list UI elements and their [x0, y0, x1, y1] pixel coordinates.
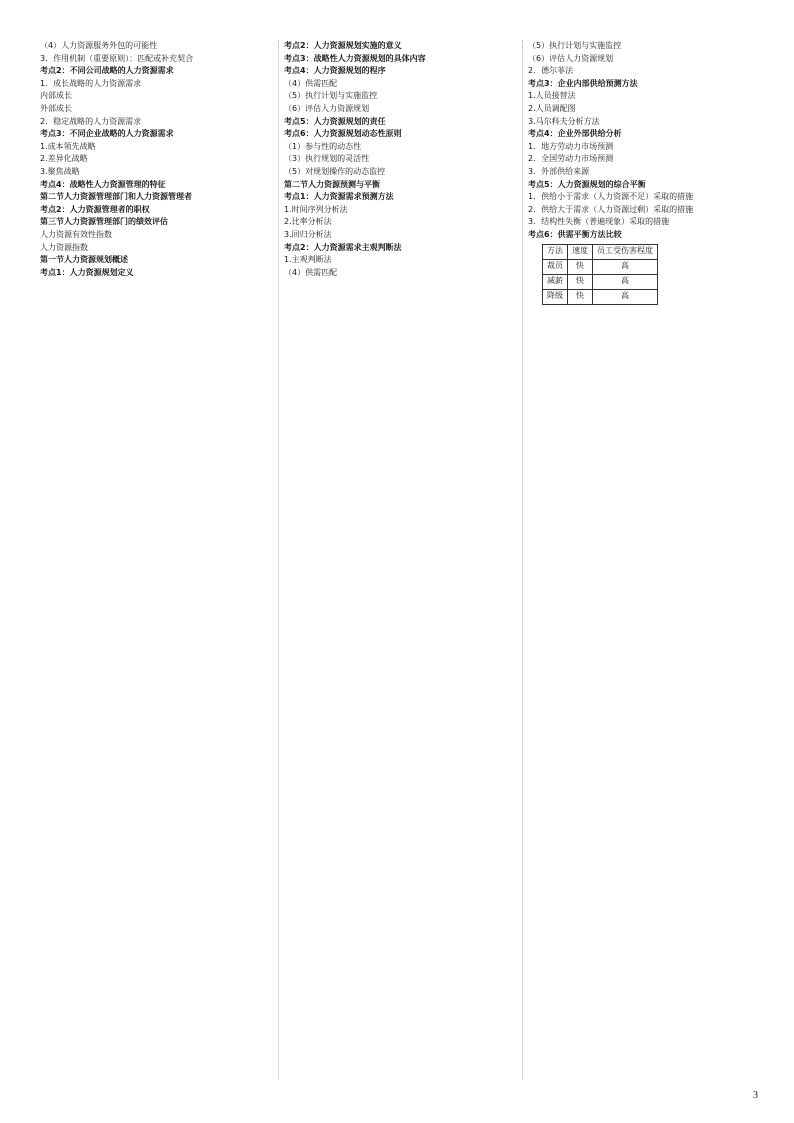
- table-header: 速度: [568, 244, 593, 259]
- text-line: 2．全国劳动力市场预测: [528, 154, 614, 164]
- chapter-heading: 第二节人力资源预测与平衡: [284, 179, 380, 189]
- table-row: [543, 259, 658, 274]
- text-line: （6）评估人力资源规划: [528, 53, 614, 63]
- table-header: 方法: [543, 244, 568, 259]
- text-line: （4）供需匹配: [284, 78, 338, 88]
- section-heading: 考点4：企业外部供给分析: [528, 129, 622, 139]
- text-line: 1．地方劳动力市场预测: [528, 141, 614, 151]
- text-line: 3.回归分析法: [284, 229, 332, 239]
- table-header-row: [543, 244, 658, 259]
- section-heading: 考点1：人力资源需求预测方法: [284, 192, 394, 202]
- text-line: 3．结构性失衡（普遍现象）采取的措施: [528, 217, 670, 227]
- section-heading: 考点3：不同企业战略的人力资源需求: [40, 129, 174, 139]
- table-cell: 减薪: [543, 274, 568, 289]
- text-line: （5）执行计划与实施监控: [284, 91, 378, 101]
- table-header: 员工受伤害程度: [593, 244, 658, 259]
- text-column-3: [528, 40, 760, 1080]
- text-line: 1．供给小于需求（人力资源不足）采取的措施: [528, 192, 694, 202]
- section-heading: 考点1：人力资源规划定义: [40, 267, 134, 277]
- table-row: [543, 289, 658, 304]
- text-line: （1）参与性的动态性: [284, 141, 362, 151]
- text-line: 内部成长: [40, 91, 72, 101]
- table-cell: 高: [593, 289, 658, 304]
- section-heading: 考点6：人力资源规划动态性原则: [284, 129, 402, 139]
- section-heading: 考点3：战略性人力资源规划的具体内容: [284, 53, 426, 63]
- text-line: （5）对规划操作的动态监控: [284, 166, 386, 176]
- text-line: 3．作用机制（重要原则）：匹配或补充契合: [40, 53, 194, 63]
- table-cell: 快: [568, 289, 593, 304]
- table-cell: 降级: [543, 289, 568, 304]
- text-column-1: [40, 40, 272, 1080]
- text-line: 外部成长: [40, 103, 72, 113]
- text-line: （3）执行规划的灵活性: [284, 154, 370, 164]
- chapter-heading: 第三节人力资源管理部门的绩效评估: [40, 217, 168, 227]
- text-line: 人力资源指数: [40, 242, 88, 252]
- table-cell: 快: [568, 259, 593, 274]
- table-cell: 高: [593, 259, 658, 274]
- chapter-heading: 第二节人力资源管理部门和人力资源管理者: [40, 192, 192, 202]
- page-number: 3: [753, 1090, 758, 1101]
- section-heading: 考点2：人力资源规划实施的意义: [284, 41, 402, 50]
- chapter-heading: 第一节人力资源规划概述: [40, 255, 128, 265]
- text-line: 3．外部供给来源: [528, 166, 590, 176]
- section-heading: 考点4：战略性人力资源管理的特征: [40, 179, 166, 189]
- text-line: 2.比率分析法: [284, 217, 332, 227]
- text-line: 2.差异化战略: [40, 154, 88, 164]
- section-heading: 考点3：企业内部供给预测方法: [528, 78, 638, 88]
- text-line: 人力资源有效性指数: [40, 229, 112, 239]
- text-line: 2.人员调配图: [528, 103, 576, 113]
- text-line: 1.人员接替法: [528, 91, 576, 101]
- text-line: 2．供给大于需求（人力资源过剩）采取的措施: [528, 204, 694, 214]
- section-heading: 考点4：人力资源规划的程序: [284, 66, 386, 76]
- text-line: （6）评估人力资源规划: [284, 103, 370, 113]
- text-column-2: [284, 40, 516, 1080]
- text-line: 1.成本领先战略: [40, 141, 96, 151]
- section-heading: 考点2：人力资源管理者的职权: [40, 204, 150, 214]
- table-cell: 高: [593, 274, 658, 289]
- section-heading: 考点5：人力资源规划的综合平衡: [528, 179, 646, 189]
- text-line: 1.主观判断法: [284, 255, 332, 265]
- text-line: 3.聚焦战略: [40, 166, 80, 176]
- document-page: [40, 40, 756, 1080]
- table-cell: 裁员: [543, 259, 568, 274]
- section-heading: 考点6：供需平衡方法比较: [528, 229, 622, 239]
- table-cell: 快: [568, 274, 593, 289]
- text-line: 1.时间序列分析法: [284, 204, 348, 214]
- text-line: 3.马尔科夫分析方法: [528, 116, 600, 126]
- text-line: 2．稳定战略的人力资源需求: [40, 116, 142, 126]
- table-row: [543, 274, 658, 289]
- section-heading: 考点5：人力资源规划的责任: [284, 116, 386, 126]
- section-heading: 考点2：不同公司战略的人力资源需求: [40, 66, 174, 76]
- text-line: 1．成长战略的人力资源需求: [40, 78, 142, 88]
- text-line: 2．德尔菲法: [528, 66, 574, 76]
- comparison-table: [542, 244, 658, 305]
- text-line: （4）供需匹配: [284, 267, 338, 277]
- column-divider: [522, 40, 523, 1080]
- text-line: （4）人力资源服务外包的可能性: [40, 41, 158, 50]
- section-heading: 考点2：人力资源需求主观判断法: [284, 242, 402, 252]
- column-divider: [278, 40, 279, 1080]
- text-line: （5）执行计划与实施监控: [528, 41, 622, 50]
